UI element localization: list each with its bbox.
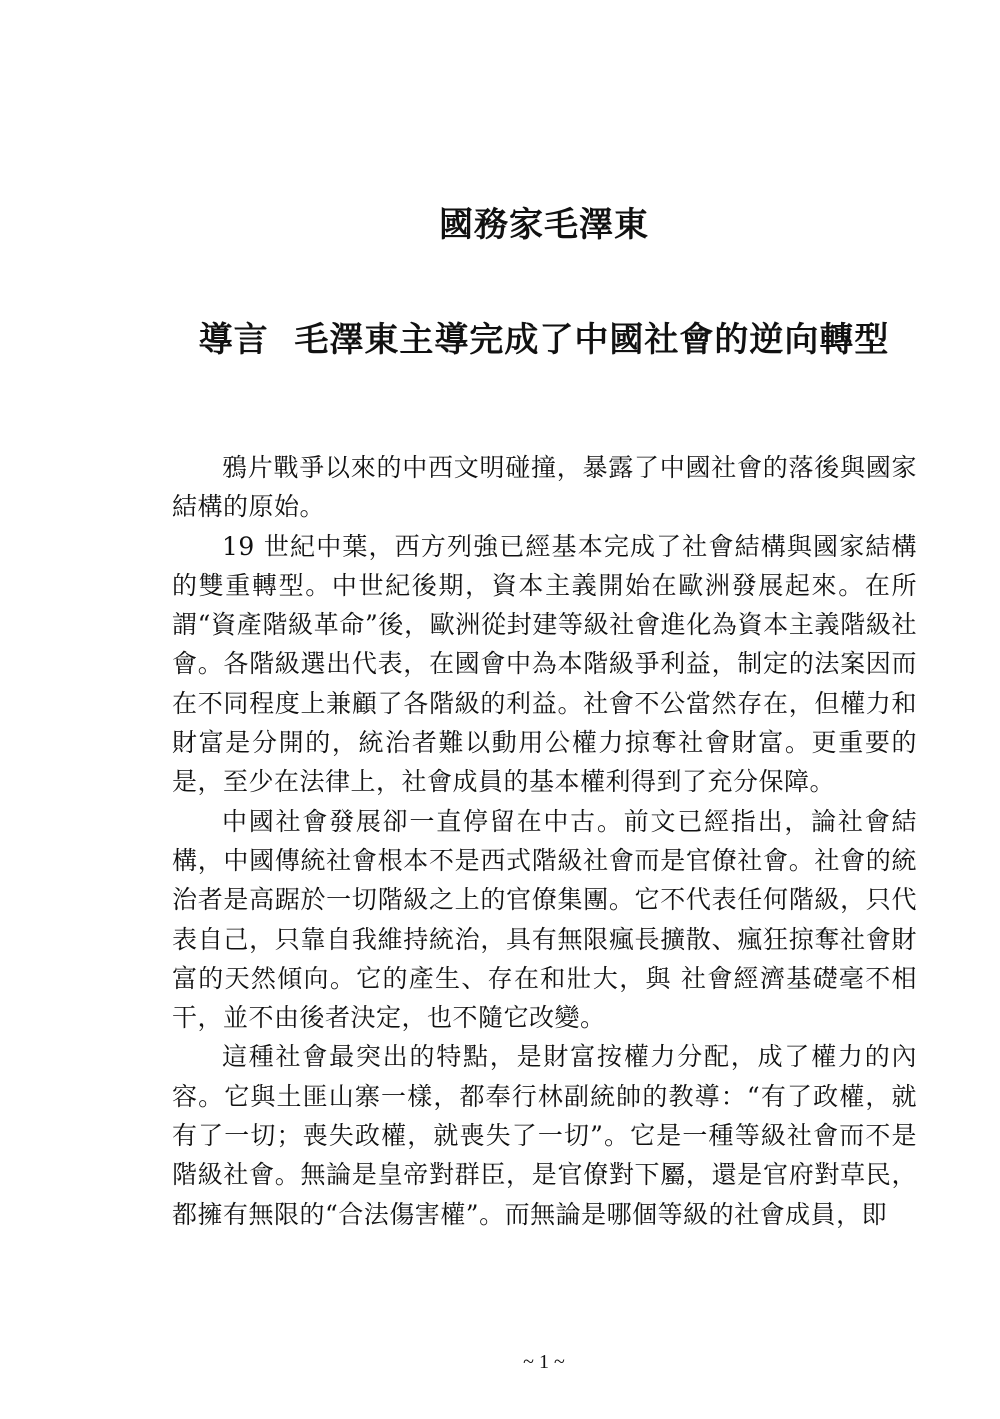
- chapter-title: 導言 毛澤東主導完成了中國社會的逆向轉型: [198, 320, 890, 360]
- paragraph: 19 世紀中葉，西方列強已經基本完成了社會結構與國家結構的雙重轉型。中世紀後期，資本主義開始在歐洲發展起來。在所謂“資產階級革命”後，歐洲從封建等級社會進化為資本主義階級社會。各階級選出代表，在國會中為本階級爭利益，制定的法案因而在不同程度上兼顧了各階級的利益。社會不公當然存在，但權力和財富是分開的，統治者難以動用公權力掠奪社會財富。更重要的是，至少在法律上，社會成員的基本權利得到了充分保障。: [172, 531, 917, 797]
- book-title: 國務家毛澤東: [439, 205, 649, 245]
- body-text: [172, 448, 917, 1234]
- paragraph: 這種社會最突出的特點，是財富按權力分配，成了權力的內容。它與土匪山寨一樣，都奉行林副統帥的教導：“有了政權，就有了一切；喪失政權，就喪失了一切”。它是一種等級社會而不是階級社會。無論是皇帝對群臣，是官僚對下屬，還是官府對草民，都擁有無限的“合法傷害權”。而無論是哪個等級的社會成員，即: [172, 1042, 917, 1229]
- page-number: ~ 1 ~: [523, 1351, 565, 1373]
- paragraph: 鴉片戰爭以來的中西文明碰撞，暴露了中國社會的落後與國家結構的原始。: [172, 453, 917, 522]
- paragraph: 中國社會發展卻一直停留在中古。前文已經指出，論社會結構，中國傳統社會根本不是西式階級社會而是官僚社會。社會的統治者是高踞於一切階級之上的官僚集團。它不代表任何階級，只代表自己，只靠自我維持統治，具有無限瘋長擴散、瘋狂掠奪社會財富的天然傾向。它的產生、存在和壯大，與 社會經濟基礎毫不相干，並不由後者決定，也不隨它改變。: [172, 806, 917, 1033]
